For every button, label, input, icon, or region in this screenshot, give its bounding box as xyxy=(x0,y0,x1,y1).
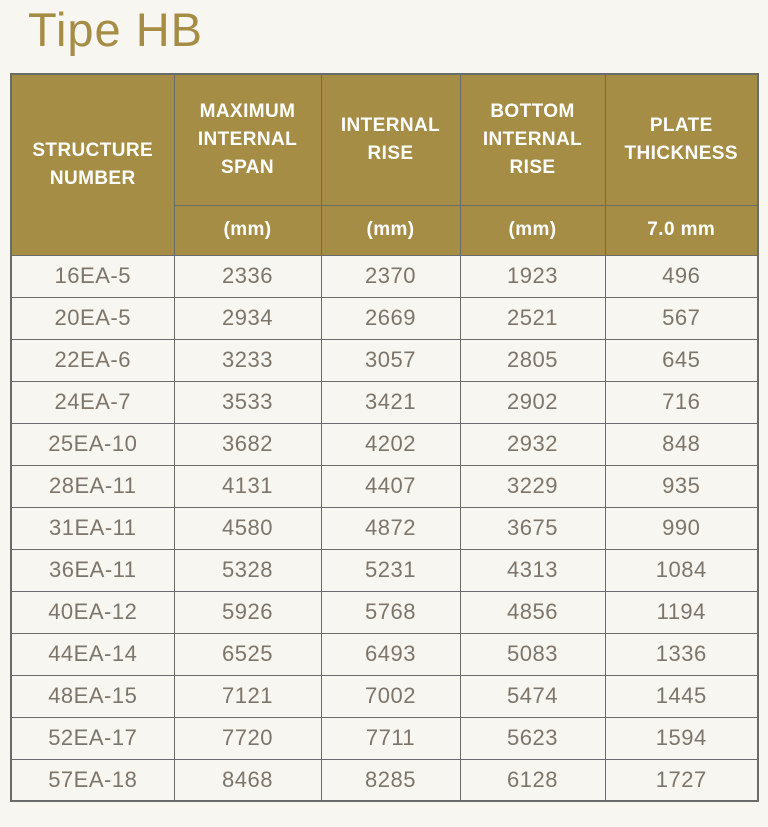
cell-bottom-internal-rise: 2521 xyxy=(460,297,605,339)
cell-plate-thickness: 1445 xyxy=(605,675,758,717)
cell-structure: 20EA-5 xyxy=(11,297,174,339)
cell-max-internal-span: 5926 xyxy=(174,591,321,633)
table-row xyxy=(11,423,758,465)
table-row xyxy=(11,549,758,591)
cell-max-internal-span: 3233 xyxy=(174,339,321,381)
col-header-internal-rise: INTERNAL RISE xyxy=(321,74,460,205)
table-row xyxy=(11,465,758,507)
cell-bottom-internal-rise: 6128 xyxy=(460,759,605,801)
cell-plate-thickness: 990 xyxy=(605,507,758,549)
table-header xyxy=(11,74,758,255)
unit-plate-thickness: 7.0 mm xyxy=(605,205,758,255)
cell-plate-thickness: 1594 xyxy=(605,717,758,759)
cell-max-internal-span: 3682 xyxy=(174,423,321,465)
cell-plate-thickness: 716 xyxy=(605,381,758,423)
cell-bottom-internal-rise: 5083 xyxy=(460,633,605,675)
cell-max-internal-span: 6525 xyxy=(174,633,321,675)
cell-plate-thickness: 1727 xyxy=(605,759,758,801)
cell-plate-thickness: 935 xyxy=(605,465,758,507)
cell-internal-rise: 3057 xyxy=(321,339,460,381)
cell-structure: 44EA-14 xyxy=(11,633,174,675)
cell-max-internal-span: 2934 xyxy=(174,297,321,339)
cell-internal-rise: 8285 xyxy=(321,759,460,801)
cell-bottom-internal-rise: 2902 xyxy=(460,381,605,423)
cell-internal-rise: 7711 xyxy=(321,717,460,759)
cell-structure: 31EA-11 xyxy=(11,507,174,549)
cell-structure: 52EA-17 xyxy=(11,717,174,759)
table-row xyxy=(11,339,758,381)
table-row xyxy=(11,297,758,339)
cell-internal-rise: 4407 xyxy=(321,465,460,507)
unit-internal-rise: (mm) xyxy=(321,205,460,255)
cell-max-internal-span: 4131 xyxy=(174,465,321,507)
cell-internal-rise: 3421 xyxy=(321,381,460,423)
cell-plate-thickness: 567 xyxy=(605,297,758,339)
col-header-plate-thickness: PLATE THICKNESS xyxy=(605,74,758,205)
cell-structure: 36EA-11 xyxy=(11,549,174,591)
cell-max-internal-span: 3533 xyxy=(174,381,321,423)
cell-internal-rise: 7002 xyxy=(321,675,460,717)
cell-bottom-internal-rise: 5474 xyxy=(460,675,605,717)
header-row-labels xyxy=(11,74,758,205)
cell-max-internal-span: 4580 xyxy=(174,507,321,549)
cell-bottom-internal-rise: 4313 xyxy=(460,549,605,591)
cell-plate-thickness: 496 xyxy=(605,255,758,297)
cell-internal-rise: 5768 xyxy=(321,591,460,633)
cell-internal-rise: 2669 xyxy=(321,297,460,339)
cell-structure: 16EA-5 xyxy=(11,255,174,297)
cell-max-internal-span: 7121 xyxy=(174,675,321,717)
unit-bottom-internal-rise: (mm) xyxy=(460,205,605,255)
table-row xyxy=(11,633,758,675)
cell-internal-rise: 2370 xyxy=(321,255,460,297)
cell-bottom-internal-rise: 2932 xyxy=(460,423,605,465)
spec-table xyxy=(10,73,759,802)
page-title: Tipe HB xyxy=(28,3,204,56)
cell-bottom-internal-rise: 4856 xyxy=(460,591,605,633)
cell-structure: 24EA-7 xyxy=(11,381,174,423)
cell-structure: 48EA-15 xyxy=(11,675,174,717)
cell-max-internal-span: 7720 xyxy=(174,717,321,759)
cell-plate-thickness: 1194 xyxy=(605,591,758,633)
col-header-bottom-internal-rise: BOTTOM INTERNAL RISE xyxy=(460,74,605,205)
cell-internal-rise: 5231 xyxy=(321,549,460,591)
table-row xyxy=(11,717,758,759)
cell-structure: 40EA-12 xyxy=(11,591,174,633)
col-header-max-internal-span: MAXIMUM INTERNAL SPAN xyxy=(174,74,321,205)
table-row xyxy=(11,759,758,801)
table-row xyxy=(11,255,758,297)
cell-max-internal-span: 2336 xyxy=(174,255,321,297)
cell-bottom-internal-rise: 1923 xyxy=(460,255,605,297)
cell-plate-thickness: 645 xyxy=(605,339,758,381)
col-header-structure-number: STRUCTURE NUMBER xyxy=(11,74,174,255)
cell-structure: 22EA-6 xyxy=(11,339,174,381)
cell-internal-rise: 6493 xyxy=(321,633,460,675)
cell-structure: 28EA-11 xyxy=(11,465,174,507)
table-row xyxy=(11,591,758,633)
cell-internal-rise: 4202 xyxy=(321,423,460,465)
cell-bottom-internal-rise: 5623 xyxy=(460,717,605,759)
cell-structure: 57EA-18 xyxy=(11,759,174,801)
cell-plate-thickness: 1336 xyxy=(605,633,758,675)
table-row xyxy=(11,381,758,423)
cell-max-internal-span: 8468 xyxy=(174,759,321,801)
cell-internal-rise: 4872 xyxy=(321,507,460,549)
table-body xyxy=(11,255,758,801)
cell-plate-thickness: 848 xyxy=(605,423,758,465)
table-row xyxy=(11,507,758,549)
cell-structure: 25EA-10 xyxy=(11,423,174,465)
unit-max-internal-span: (mm) xyxy=(174,205,321,255)
cell-bottom-internal-rise: 3229 xyxy=(460,465,605,507)
cell-bottom-internal-rise: 2805 xyxy=(460,339,605,381)
cell-bottom-internal-rise: 3675 xyxy=(460,507,605,549)
cell-max-internal-span: 5328 xyxy=(174,549,321,591)
cell-plate-thickness: 1084 xyxy=(605,549,758,591)
table-row xyxy=(11,675,758,717)
